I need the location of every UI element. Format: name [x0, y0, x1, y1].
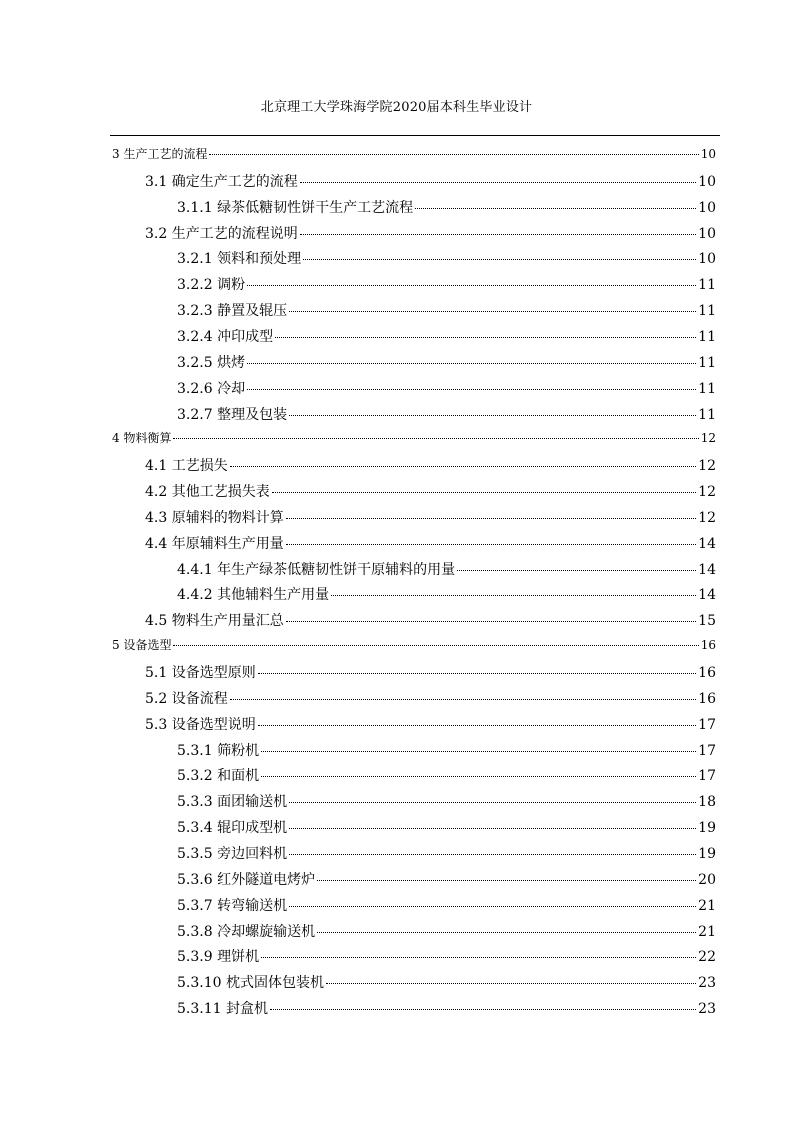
toc-entry-title: 3.2.5 烘烤	[177, 354, 246, 371]
header-rule	[110, 135, 720, 136]
toc-entry[interactable]	[177, 300, 716, 320]
dot-leader	[300, 182, 696, 183]
toc-entry[interactable]	[112, 636, 716, 653]
toc-entry-page: 12	[698, 484, 716, 501]
toc-entry-title: 5.3.3 面团输送机	[177, 794, 288, 811]
dot-leader	[286, 621, 696, 622]
toc-entry-page: 11	[698, 406, 716, 423]
toc-entry[interactable]	[177, 895, 716, 915]
toc-entry-title: 3.2.6 冷却	[177, 380, 246, 397]
dot-leader	[289, 828, 696, 829]
dot-leader	[270, 1009, 696, 1010]
toc-entry-page: 22	[698, 949, 716, 966]
toc-entry-title: 5.3.7 转弯输送机	[177, 897, 288, 914]
dot-leader	[289, 415, 696, 416]
toc-entry-title: 4.4 年原辅料生产用量	[145, 535, 284, 552]
toc-entry-title: 3.2.1 领料和预处理	[177, 251, 302, 268]
toc-entry-title: 5.1 设备选型原则	[145, 665, 256, 681]
dot-leader	[289, 311, 696, 312]
dot-leader	[289, 854, 696, 855]
dot-leader	[289, 906, 696, 907]
toc-entry-title: 3.1 确定生产工艺的流程	[145, 173, 298, 190]
toc-entry-title: 4.3 原辅料的物料计算	[145, 509, 284, 526]
toc-entry-title: 4.4.1 年生产绿茶低糖韧性饼干原辅料的用量	[177, 561, 456, 578]
toc-entry-page: 17	[698, 716, 716, 733]
toc-entry-title: 5.3.8 冷却螺旋输送机	[177, 923, 316, 940]
toc-entry-title: 5 设备选型	[112, 638, 172, 653]
toc-entry[interactable]	[145, 662, 716, 682]
dot-leader	[173, 438, 698, 439]
dot-leader	[258, 725, 696, 726]
toc-entry[interactable]	[112, 429, 716, 446]
toc-entry[interactable]	[112, 145, 716, 162]
toc-entry-page: 18	[698, 794, 716, 811]
dot-leader	[275, 337, 696, 338]
toc-entry[interactable]	[177, 274, 716, 294]
toc-entry-title: 5.3.6 红外隧道电烤炉	[177, 871, 316, 888]
toc-entry[interactable]	[177, 584, 716, 604]
toc-entry[interactable]	[177, 869, 716, 889]
toc-entry[interactable]	[177, 998, 716, 1018]
toc-entry-title: 3.2.7 整理及包装	[177, 406, 288, 423]
toc-entry-page: 17	[698, 768, 716, 785]
toc-entry-page: 16	[700, 638, 716, 653]
toc-entry-title: 5.3.9 理饼机	[177, 949, 260, 966]
toc-entry[interactable]	[177, 817, 716, 837]
dot-leader	[258, 673, 696, 674]
toc-entry[interactable]	[145, 610, 716, 630]
toc-entry[interactable]	[177, 326, 716, 346]
toc-entry[interactable]	[177, 765, 716, 785]
dot-leader	[415, 208, 696, 209]
dot-leader	[230, 466, 696, 467]
toc-entry-page: 23	[698, 1001, 716, 1018]
toc-entry[interactable]	[145, 714, 716, 734]
toc-entry-page: 14	[698, 535, 716, 552]
toc-entry-title: 3.2.4 冲印成型	[177, 328, 274, 345]
toc-entry-title: 5.3.10 枕式固体包装机	[177, 975, 324, 992]
toc-entry[interactable]	[177, 921, 716, 941]
toc-entry-page: 12	[698, 509, 716, 526]
dot-leader	[209, 154, 698, 155]
toc-entry[interactable]	[177, 248, 716, 268]
toc-entry[interactable]	[177, 352, 716, 372]
toc-entry-page: 10	[698, 173, 716, 190]
toc-entry-title: 4.2 其他工艺损失表	[145, 484, 270, 501]
toc-entry-page: 16	[698, 690, 716, 707]
dot-leader	[247, 363, 696, 364]
toc-entry-page: 21	[698, 897, 716, 914]
dot-leader	[317, 932, 696, 933]
toc-entry[interactable]	[177, 972, 716, 992]
dot-leader	[247, 389, 696, 390]
toc-entry-title: 3.2 生产工艺的流程说明	[145, 225, 298, 242]
toc-entry[interactable]	[177, 559, 716, 579]
toc-entry[interactable]	[177, 378, 716, 398]
toc-entry-page: 23	[698, 975, 716, 992]
toc-entry-title: 5.3.11 封盒机	[177, 1001, 268, 1018]
toc-entry-title: 4 物料衡算	[112, 431, 172, 446]
toc-entry-page: 11	[698, 277, 716, 294]
toc-entry-title: 4.5 物料生产用量汇总	[145, 613, 284, 630]
toc-entry-page: 21	[698, 923, 716, 940]
toc-entry-page: 10	[698, 225, 716, 242]
toc-entry-page: 10	[698, 251, 716, 268]
toc-entry-page: 15	[698, 613, 716, 630]
toc-entry[interactable]	[145, 507, 716, 527]
toc-entry-title: 5.3.1 筛粉机	[177, 742, 260, 759]
dot-leader	[300, 234, 696, 235]
dot-leader	[289, 802, 696, 803]
dot-leader	[303, 259, 696, 260]
toc-entry-title: 3.1.1 绿茶低糖韧性饼干生产工艺流程	[177, 199, 414, 216]
toc-entry-page: 17	[698, 742, 716, 759]
toc-entry-title: 3.2.3 静置及辊压	[177, 303, 288, 320]
toc-entry[interactable]	[145, 455, 716, 475]
toc-entry-page: 19	[698, 845, 716, 862]
toc-entry-page: 11	[698, 328, 716, 345]
toc-entry[interactable]	[177, 197, 716, 217]
dot-leader	[331, 595, 696, 596]
toc-entry[interactable]	[177, 946, 716, 966]
toc-entry-page: 14	[698, 561, 716, 578]
toc-entry[interactable]	[177, 791, 716, 811]
toc-entry[interactable]	[145, 223, 716, 243]
dot-leader	[261, 776, 696, 777]
dot-leader	[230, 699, 696, 700]
toc-entry-page: 16	[698, 665, 716, 681]
toc-entry-title: 5.3.4 辊印成型机	[177, 820, 288, 837]
toc-entry-page: 10	[700, 147, 716, 161]
toc-entry-page: 12	[700, 431, 716, 446]
toc-entry[interactable]	[145, 171, 716, 191]
dot-leader	[247, 285, 696, 286]
toc-entry-page: 10	[698, 199, 716, 216]
toc-entry-page: 20	[698, 871, 716, 888]
toc-entry-page: 19	[698, 820, 716, 837]
dot-leader	[261, 751, 696, 752]
toc-entry-title: 5.3 设备选型说明	[145, 716, 256, 733]
dot-leader	[286, 544, 696, 545]
toc-entry-page: 12	[698, 458, 716, 475]
toc-entry-title: 4.4.2 其他辅料生产用量	[177, 587, 330, 604]
toc-entry-title: 5.2 设备流程	[145, 690, 228, 707]
toc-entry-title: 3 生产工艺的流程	[112, 147, 208, 161]
toc-entry-title: 5.3.2 和面机	[177, 768, 260, 785]
toc-entry[interactable]	[145, 533, 716, 553]
dot-leader	[317, 880, 696, 881]
dot-leader	[286, 518, 696, 519]
toc-entry-title: 5.3.5 旁边回料机	[177, 845, 288, 862]
toc-entry-page: 11	[698, 303, 716, 320]
page-header: 北京理工大学珠海学院2020届本科生毕业设计	[260, 100, 533, 115]
dot-leader	[326, 983, 696, 984]
toc-entry-page: 11	[698, 380, 716, 397]
toc-entry[interactable]	[177, 843, 716, 863]
dot-leader	[173, 645, 698, 646]
toc-entry-title: 3.2.2 调粉	[177, 277, 246, 294]
toc-entry[interactable]	[177, 404, 716, 424]
toc-entry[interactable]	[145, 688, 716, 708]
dot-leader	[261, 957, 696, 958]
dot-leader	[457, 570, 696, 571]
toc-entry-page: 14	[698, 587, 716, 604]
toc-entry[interactable]	[177, 740, 716, 760]
toc-entry-page: 11	[698, 354, 716, 371]
dot-leader	[272, 492, 696, 493]
toc-entry-title: 4.1 工艺损失	[145, 458, 228, 475]
toc-entry[interactable]	[145, 481, 716, 501]
